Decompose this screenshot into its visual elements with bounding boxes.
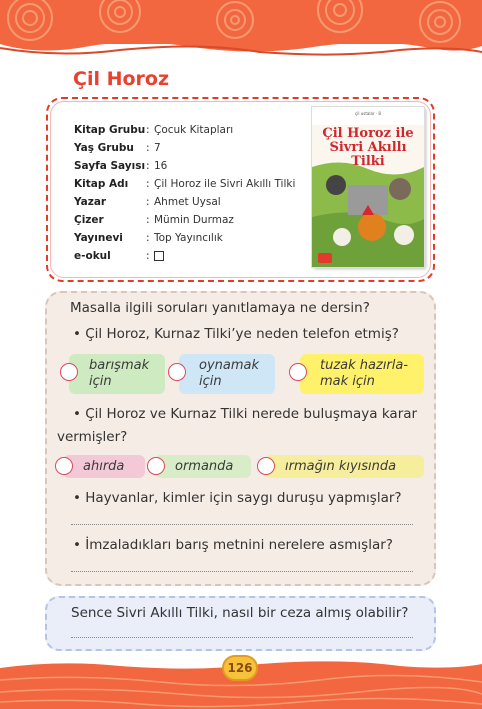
info-label: Kitap Grubu bbox=[74, 124, 146, 136]
q2-option-c[interactable]: ırmağın kıyısında bbox=[265, 455, 424, 478]
q2-option-a[interactable]: ahırda bbox=[63, 455, 145, 478]
q1-option-c[interactable]: tuzak hazırla- mak için bbox=[300, 354, 424, 394]
q2-option-c-radio[interactable] bbox=[257, 457, 275, 475]
question-4: • İmzaladıkları barış metnini nerelere asmışlar? bbox=[73, 537, 393, 553]
question-2-line1: • Çil Horoz ve Kurnaz Tilki nerede buluşmaya karar bbox=[73, 406, 418, 422]
book-info-list bbox=[74, 121, 295, 265]
info-value: 16 bbox=[154, 160, 168, 172]
info-label: e-okul bbox=[74, 250, 111, 262]
q2-option-b[interactable]: ormanda bbox=[155, 455, 251, 478]
book-cover-image bbox=[312, 107, 424, 267]
page-number: 126 bbox=[222, 655, 258, 681]
reflection-panel bbox=[45, 596, 436, 651]
info-value: Mümin Durmaz bbox=[154, 214, 234, 226]
info-row-group: Kitap Grubu : Çocuk Kitapları bbox=[74, 124, 234, 136]
cover-series: çil ustalar · 8 bbox=[355, 111, 381, 116]
question-2-line2: vermişler? bbox=[57, 429, 128, 445]
book-info-card bbox=[46, 97, 435, 282]
info-row-eokul: e-okul : bbox=[74, 247, 295, 265]
question-1: • Çil Horoz, Kurnaz Tilki’ye neden telefon etmiş? bbox=[73, 326, 399, 342]
cover-title: Çil Horoz ile Sivri Akıllı Tilki bbox=[322, 126, 414, 169]
q2-option-b-radio[interactable] bbox=[147, 457, 165, 475]
q1-option-c-radio[interactable] bbox=[289, 363, 307, 381]
q2-option-a-radio[interactable] bbox=[55, 457, 73, 475]
info-row-illustrator: Çizer : Mümin Durmaz bbox=[74, 214, 234, 226]
question-3: • Hayvanlar, kimler için saygı duruşu yapmışlar? bbox=[73, 490, 402, 506]
info-value: 7 bbox=[154, 142, 161, 154]
answer-line[interactable] bbox=[71, 524, 413, 525]
answer-line[interactable] bbox=[71, 571, 413, 572]
answer-line[interactable] bbox=[71, 637, 413, 638]
page-title: Çil Horoz bbox=[73, 68, 170, 90]
info-value: Çocuk Kitapları bbox=[154, 124, 234, 136]
q1-option-b[interactable]: oynamak için bbox=[179, 354, 275, 394]
info-row-pages: Sayfa Sayısı : 16 bbox=[74, 160, 168, 172]
info-label: Yazar bbox=[74, 196, 107, 208]
questions-intro: Masalla ilgili soruları yanıtlamaya ne dersin? bbox=[70, 300, 370, 316]
info-value: Ahmet Uysal bbox=[154, 196, 221, 208]
info-label: Çizer bbox=[74, 214, 104, 226]
info-row-age: Yaş Grubu : 7 bbox=[74, 142, 161, 154]
info-row-title: Kitap Adı : Çil Horoz ile Sivri Akıllı Tilki bbox=[74, 178, 296, 190]
q1-option-a-radio[interactable] bbox=[60, 363, 78, 381]
info-label: Kitap Adı bbox=[74, 178, 129, 190]
info-value: Çil Horoz ile Sivri Akıllı Tilki bbox=[154, 178, 296, 190]
info-label: Sayfa Sayısı bbox=[74, 160, 146, 172]
questions-panel bbox=[45, 291, 436, 586]
q1-option-b-radio[interactable] bbox=[168, 363, 186, 381]
info-value: Top Yayıncılık bbox=[154, 232, 223, 244]
eokul-checkbox[interactable] bbox=[154, 251, 164, 261]
reflection-question: Sence Sivri Akıllı Tilki, nasıl bir ceza almış olabilir? bbox=[71, 605, 409, 621]
info-row-author: Yazar : Ahmet Uysal bbox=[74, 196, 221, 208]
info-row-publisher: Yayınevi : Top Yayıncılık bbox=[74, 232, 223, 244]
q1-option-a[interactable]: barışmak için bbox=[69, 354, 165, 394]
top-wood-banner bbox=[0, 0, 482, 56]
info-label: Yayınevi bbox=[74, 232, 123, 244]
info-label: Yaş Grubu bbox=[74, 142, 134, 154]
